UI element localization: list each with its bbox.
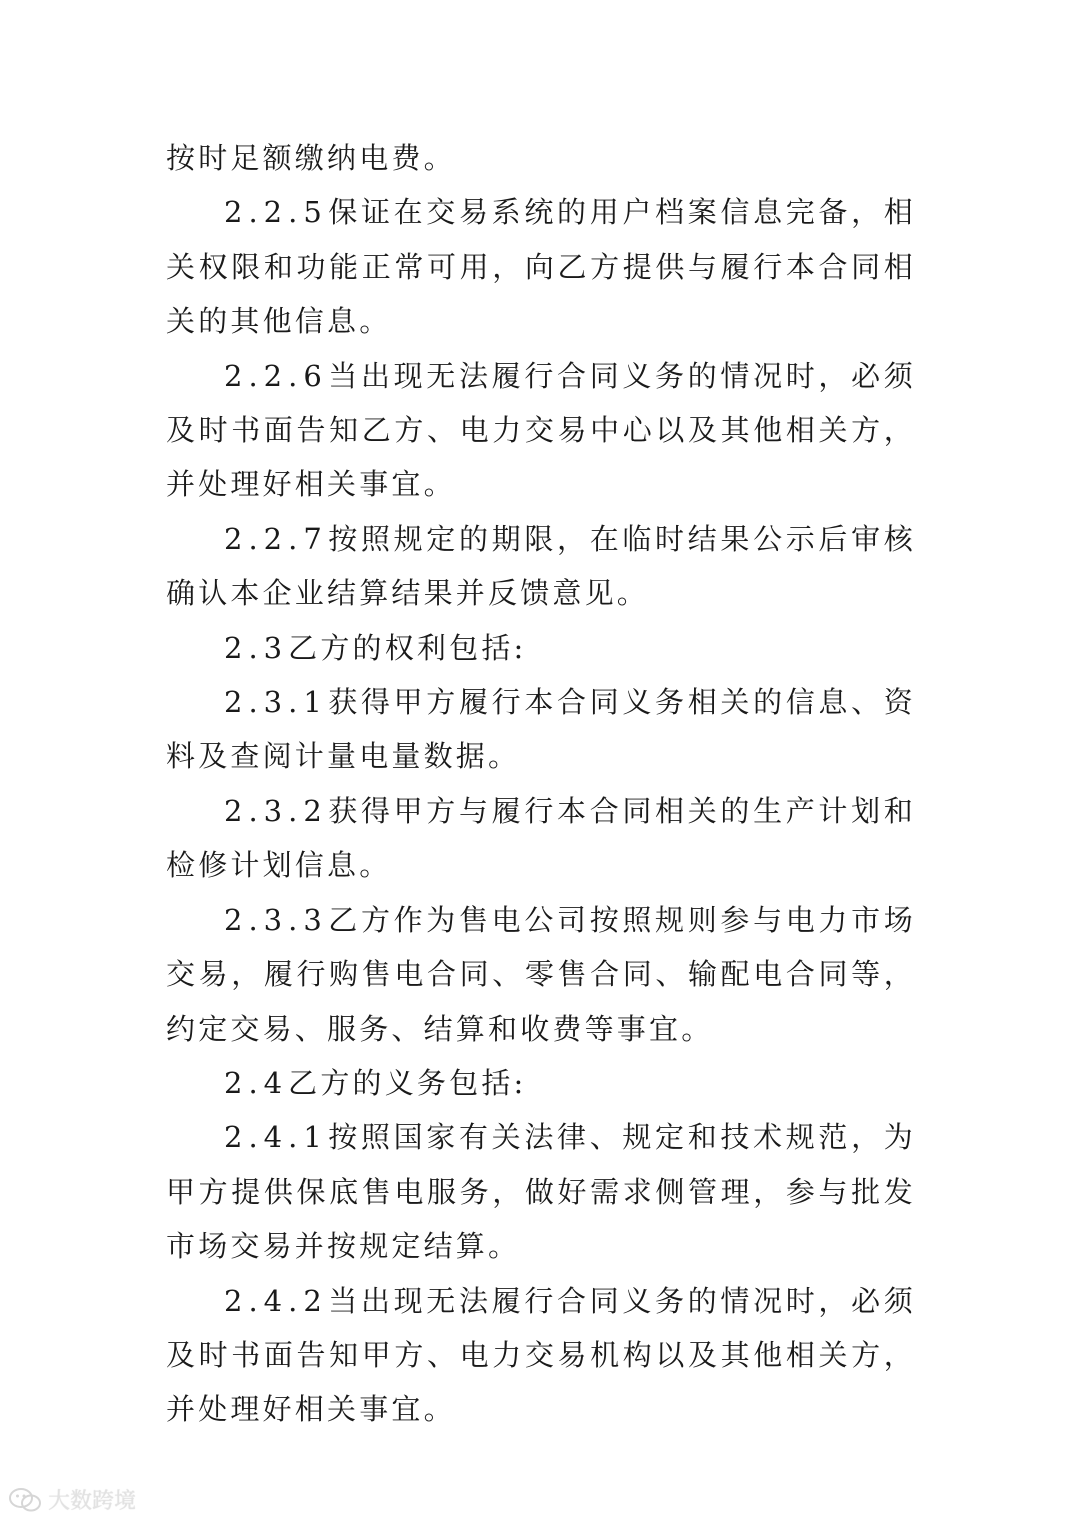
clause-text: 乙方的义务包括:	[288, 1065, 527, 1100]
clause-2-2-5	[166, 185, 916, 348]
clause-2-2-7	[166, 512, 916, 621]
clause-2-3-1	[166, 675, 916, 784]
wechat-logo-icon	[8, 1487, 42, 1513]
clause-2-4	[166, 1056, 916, 1110]
clause-text: 按照国家有关法律、规定和技术规范，为甲方提供保底售电服务，做好需求侧管理，参与批发市场交易并按规定结算。	[166, 1120, 916, 1264]
clause-2-2-6	[166, 349, 916, 512]
clause-number: 2.2.7	[224, 521, 328, 556]
clause-text: 获得甲方与履行本合同相关的生产计划和检修计划信息。	[166, 793, 916, 883]
clause-2-3	[166, 621, 916, 675]
clause-number: 2.4	[224, 1065, 289, 1100]
document-body	[166, 131, 916, 1437]
clause-text: 当出现无法履行合同义务的情况时，必须及时书面告知甲方、电力交易机构以及其他相关方，并处理好相关事宜。	[166, 1283, 916, 1427]
clause-number: 2.3.3	[224, 902, 328, 937]
paragraph-text: 按时足额缴纳电费。	[166, 141, 456, 175]
clause-number: 2.2.6	[224, 358, 328, 393]
clause-number: 2.4.1	[224, 1120, 328, 1155]
clause-number: 2.2.5	[224, 195, 328, 230]
clause-number: 2.4.2	[224, 1283, 328, 1318]
clause-text: 获得甲方履行本合同义务相关的信息、资料及查阅计量电量数据。	[166, 685, 916, 774]
clause-number: 2.3.1	[224, 685, 328, 720]
clause-text: 保证在交易系统的用户档案信息完备，相关权限和功能正常可用，向乙方提供与履行本合同相关的其他信息。	[166, 195, 916, 339]
clause-2-4-2	[166, 1274, 916, 1437]
clause-2-3-3	[166, 893, 916, 1056]
clause-number: 2.3.2	[224, 793, 328, 828]
watermark	[8, 1484, 136, 1515]
clause-2-3-2	[166, 784, 916, 893]
clause-text: 乙方的权利包括:	[288, 630, 527, 665]
clause-2-4-1	[166, 1110, 916, 1273]
clause-text: 乙方作为售电公司按照规则参与电力市场交易，履行购售电合同、零售合同、输配电合同等，约定交易、服务、结算和收费等事宜。	[166, 902, 916, 1046]
watermark-text: 大数跨境	[48, 1489, 137, 1514]
clause-text: 当出现无法履行合同义务的情况时，必须及时书面告知乙方、电力交易中心以及其他相关方，并处理好相关事宜。	[166, 358, 916, 502]
clause-text: 按照规定的期限，在临时结果公示后审核确认本企业结算结果并反馈意见。	[166, 521, 916, 611]
clause-number: 2.3	[224, 630, 289, 665]
paragraph-continuation	[166, 131, 916, 185]
